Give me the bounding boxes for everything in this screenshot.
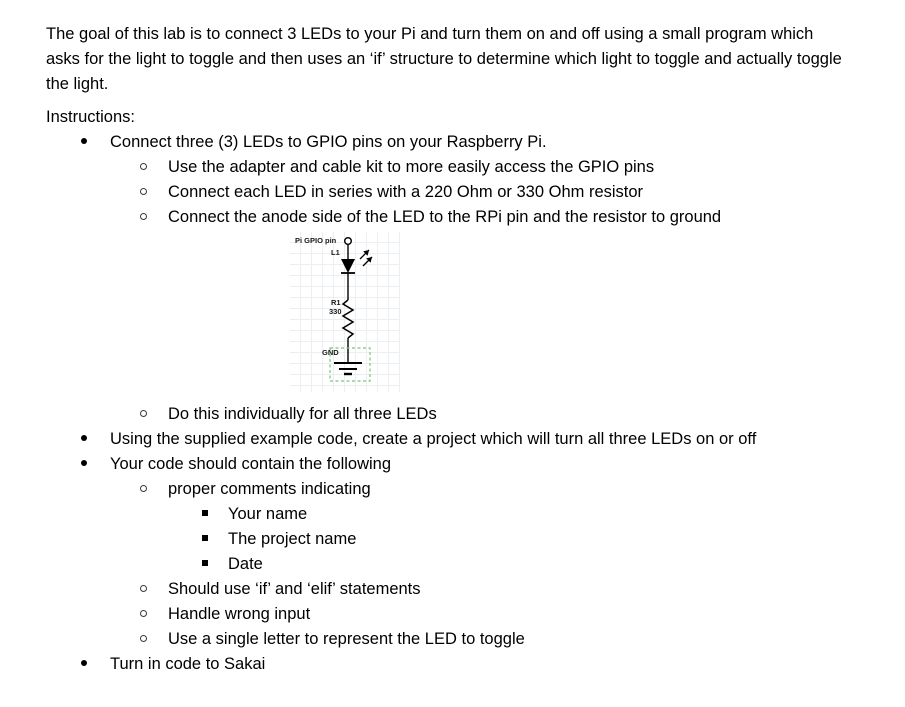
- list-item-label: Should use ‘if’ and ‘elif’ statements: [168, 580, 421, 598]
- list-item-label: Date: [228, 555, 263, 573]
- list-item-label: Connect the anode side of the LED to the RPi pin and the resistor to ground: [168, 208, 722, 226]
- gpio-pin-label: Pi GPIO pin: [295, 236, 337, 245]
- list-item-label: Using the supplied example code, create a project which will turn all three LEDs on or off: [110, 430, 757, 448]
- resistor-value-label: 330: [329, 307, 342, 316]
- led-triangle-icon: [341, 259, 355, 273]
- bullet-square-icon: [202, 527, 214, 552]
- bullet-square-icon: [202, 552, 214, 577]
- led-emission-arrows-icon: [360, 250, 372, 266]
- gpio-pin-terminal-icon: [345, 238, 352, 245]
- list-item-label: Turn in code to Sakai: [110, 655, 266, 673]
- list-item: [168, 155, 654, 180]
- bullet-circle-icon: [140, 402, 152, 427]
- led-ref-label: L1: [331, 248, 340, 257]
- list-item: [168, 627, 525, 652]
- list-item-label: Your code should contain the following: [110, 455, 392, 473]
- list-item: [228, 502, 307, 527]
- list-item-label: Connect three (3) LEDs to GPIO pins on your Raspberry Pi.: [110, 133, 547, 151]
- list-item: [168, 577, 421, 602]
- resistor-zigzag-icon: [343, 300, 353, 338]
- circuit-schematic-svg: [290, 232, 400, 392]
- intro-paragraph: The goal of this lab is to connect 3 LEDs to your Pi and turn them on and off using a small program which asks for the light to toggle and then uses an ‘if’ structure to determine which light to toggle and actually toggle the light.: [46, 24, 842, 93]
- list-item: [168, 602, 310, 627]
- led-circuit-diagram: [290, 232, 400, 392]
- list-item-label: Use the adapter and cable kit to more easily access the GPIO pins: [168, 158, 655, 176]
- bullet-circle-icon: [140, 477, 152, 502]
- list-item: [168, 180, 643, 205]
- bullet-disc-icon: [81, 452, 93, 477]
- list-item-label: The project name: [228, 530, 357, 548]
- bullet-circle-icon: [140, 155, 152, 180]
- list-item: [228, 527, 356, 552]
- list-item-label: proper comments indicating: [168, 480, 371, 498]
- ground-label: GND: [322, 348, 339, 357]
- list-item: [110, 652, 265, 677]
- bullet-disc-icon: [81, 427, 93, 452]
- list-item-label: Handle wrong input: [168, 605, 311, 623]
- ground-symbol-icon: [334, 363, 362, 374]
- list-item-label: Your name: [228, 505, 308, 523]
- bullet-circle-icon: [140, 602, 152, 627]
- list-item-label: Do this individually for all three LEDs: [168, 405, 437, 423]
- bullet-disc-icon: [81, 130, 93, 155]
- list-item: [110, 452, 391, 477]
- resistor-ref-label: R1: [331, 298, 341, 307]
- bullet-circle-icon: [140, 627, 152, 652]
- bullet-circle-icon: [140, 180, 152, 205]
- bullet-circle-icon: [140, 205, 152, 230]
- bullet-disc-icon: [81, 652, 93, 677]
- bullet-square-icon: [202, 502, 214, 527]
- list-item: [168, 402, 437, 427]
- list-item: [110, 130, 547, 155]
- list-item: [168, 205, 721, 230]
- list-item: [168, 477, 371, 502]
- list-item: [110, 427, 756, 452]
- list-item-label: Connect each LED in series with a 220 Ohm or 330 Ohm resistor: [168, 183, 644, 201]
- instructions-heading: Instructions:: [46, 108, 135, 126]
- bullet-circle-icon: [140, 577, 152, 602]
- list-item: [228, 552, 263, 577]
- list-item-label: Use a single letter to represent the LED to toggle: [168, 630, 525, 648]
